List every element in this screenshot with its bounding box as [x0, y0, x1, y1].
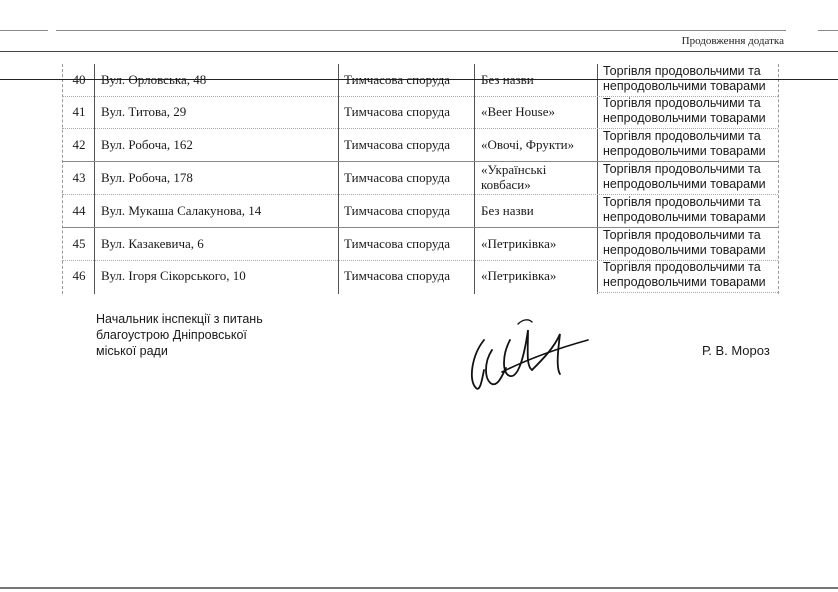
row-number: 45	[72, 236, 86, 251]
row-name-line2: ковбаси»	[481, 177, 531, 192]
row-activity-line1: Торгівля продовольчими та	[603, 260, 761, 274]
bottom-page-rule	[0, 587, 838, 589]
continuation-label: Продовження додатка	[681, 35, 784, 47]
row-name: «Петриківка»	[481, 268, 557, 283]
signoff-line-1: Начальник інспекції з питань	[96, 312, 263, 326]
table-col-line	[778, 64, 779, 294]
row-activity-line1: Торгівля продовольчими та	[603, 129, 761, 143]
row-address: Вул. Орловська, 48	[101, 72, 207, 87]
row-address: Вул. Ігоря Сікорського, 10	[101, 268, 246, 283]
row-name: «Beer House»	[481, 104, 556, 119]
handwritten-signature	[462, 310, 592, 395]
row-type: Тимчасова споруда	[344, 170, 450, 185]
header-rule	[0, 51, 838, 52]
signoff-line-3: міської ради	[96, 344, 168, 358]
row-address: Вул. Казакевича, 6	[101, 236, 204, 251]
row-number: 44	[72, 203, 86, 218]
row-activity-line2: непродовольчими товарами	[603, 111, 766, 125]
row-number: 41	[72, 104, 86, 119]
row-activity-line2: непродовольчими товарами	[603, 79, 766, 93]
row-activity-line2: непродовольчими товарами	[603, 243, 766, 257]
row-address: Вул. Робоча, 162	[101, 137, 193, 152]
row-number: 43	[72, 170, 86, 185]
row-name-line1: «Українські	[481, 162, 547, 177]
top-rule-left	[0, 30, 48, 31]
row-activity-line2: непродовольчими товарами	[603, 275, 766, 289]
row-name: «Овочі, Фрукти»	[481, 137, 575, 152]
row-number: 42	[72, 137, 86, 152]
row-address: Вул. Мукаша Салакунова, 14	[101, 203, 262, 218]
signoff-line-2: благоустрою Дніпровської	[96, 328, 247, 342]
row-activity-line1: Торгівля продовольчими та	[603, 195, 761, 209]
signer-name: Р. В. Мороз	[702, 343, 770, 358]
row-activity-line1: Торгівля продовольчими та	[603, 64, 761, 78]
row-activity-line1: Торгівля продовольчими та	[603, 96, 761, 110]
row-activity-line2: непродовольчими товарами	[603, 210, 766, 224]
row-name: Без назви	[481, 203, 534, 218]
row-activity-line1: Торгівля продовольчими та	[603, 162, 761, 176]
row-type: Тимчасова споруда	[344, 236, 450, 251]
row-name: Без назви	[481, 72, 534, 87]
row-type: Тимчасова споруда	[344, 104, 450, 119]
row-type: Тимчасова споруда	[344, 72, 450, 87]
row-address: Вул. Титова, 29	[101, 104, 187, 119]
row-number: 40	[72, 72, 86, 87]
row-activity-line1: Торгівля продовольчими та	[603, 228, 761, 242]
row-activity-line2: непродовольчими товарами	[603, 177, 766, 191]
row-name: «Петриківка»	[481, 236, 557, 251]
row-number: 46	[72, 268, 86, 283]
row-type: Тимчасова споруда	[344, 268, 450, 283]
row-type: Тимчасова споруда	[344, 137, 450, 152]
table-row-line	[597, 292, 778, 293]
row-type: Тимчасова споруда	[344, 203, 450, 218]
top-rule-main	[56, 30, 786, 31]
top-rule-right	[818, 30, 838, 31]
row-activity-line2: непродовольчими товарами	[603, 144, 766, 158]
row-address: Вул. Робоча, 178	[101, 170, 193, 185]
signoff-position	[96, 311, 263, 359]
